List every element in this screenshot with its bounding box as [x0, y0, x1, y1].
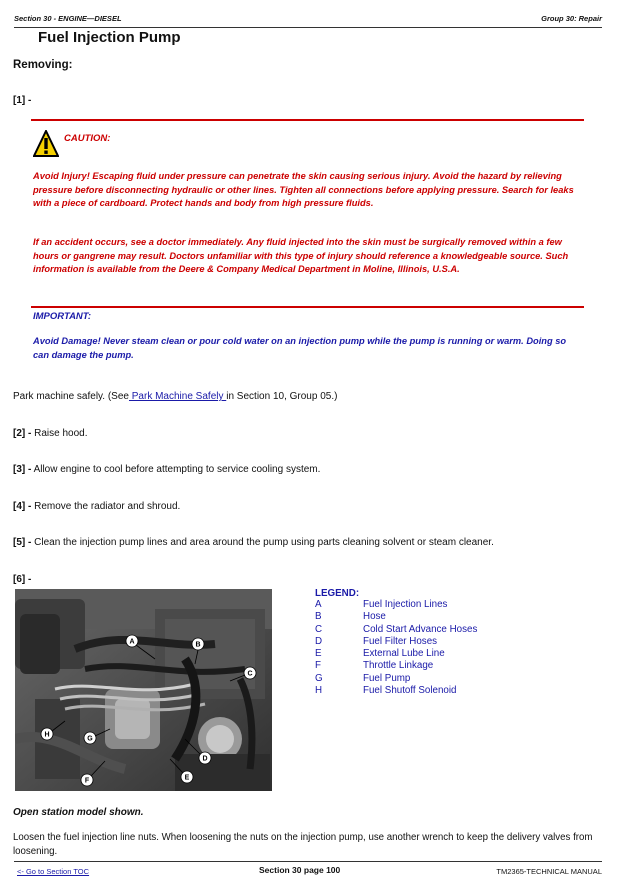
important-text: Avoid Damage! Never steam clean or pour cold water on an injection pump while the pump is running or warm. Doing so can damage the pump.	[33, 336, 567, 360]
step-3	[13, 464, 320, 475]
caution-label: CAUTION:	[64, 133, 111, 144]
caution-top-rule	[31, 119, 584, 121]
legend-item: D Fuel Filter Hoses	[315, 635, 438, 647]
callout-e: E	[184, 774, 190, 782]
callout-b: B	[195, 641, 201, 649]
callout-c: C	[247, 670, 253, 678]
warning-icon	[33, 130, 59, 163]
step-text: Remove the radiator and shroud.	[31, 501, 181, 512]
step-text: Clean the injection pump lines and area around the pump using parts cleaning solvent or steam cleaner.	[31, 537, 494, 548]
callout-f: F	[84, 777, 90, 785]
step-number: [3] -	[13, 464, 32, 475]
legend-item: C Cold Start Advance Hoses	[315, 623, 478, 635]
legend	[315, 588, 575, 697]
page-title: Fuel Injection Pump	[38, 29, 181, 46]
step-4	[13, 501, 180, 512]
legend-title: LEGEND:	[315, 588, 360, 599]
step-number: [5] -	[13, 537, 32, 548]
manual-title: TM2365-TECHNICAL MANUAL	[496, 867, 602, 876]
legend-item: F Throttle Linkage	[315, 660, 434, 672]
callout-g: G	[87, 735, 93, 743]
legend-item: E External Lube Line	[315, 648, 445, 660]
procedure-heading: Removing:	[13, 59, 73, 71]
engine-photo	[15, 589, 272, 791]
callout-a: A	[129, 638, 135, 646]
instruction-paragraph: Loosen the fuel injection line nuts. When loosening the nuts on the injection pump, use another wrench to keep the delivery valves from loosening.	[13, 832, 593, 857]
legend-item: A Fuel Injection Lines	[315, 599, 448, 610]
step-6	[13, 574, 31, 585]
photo-caption: Open station model shown.	[13, 807, 144, 818]
go-to-section-toc-link[interactable]: <- Go to Section TOC	[17, 867, 90, 876]
step-5	[13, 537, 494, 548]
important-top-rule	[31, 306, 584, 308]
step-number: [2] -	[13, 428, 32, 439]
page-header	[14, 13, 602, 28]
step-number: [4] -	[13, 501, 32, 512]
callout-h: H	[44, 731, 50, 739]
callout-d: D	[202, 755, 208, 763]
caution-text-2: If an accident occurs, see a doctor immediately. Any fluid injected into the skin must be surgically removed within a few hours or gangrene may result. Doctors unfamiliar with this type of injury should reference a knowledgeable source. Such information is available from the Deere & Company Medical Department in Moline, Illinois, U.S.A.	[33, 237, 569, 274]
step-text: Raise hood.	[31, 428, 88, 439]
page-number: Section 30 page 100	[259, 865, 341, 875]
park-machine-safely-link[interactable]: Park Machine Safely	[128, 391, 227, 402]
legend-item: B Hose	[315, 611, 386, 623]
park-text-post: in Section 10, Group 05.)	[226, 391, 338, 402]
park-text-pre: Park machine safely. (See	[13, 391, 129, 402]
park-instruction	[13, 391, 337, 402]
caution-text-1: Avoid Injury! Escaping fluid under pressure can penetrate the skin causing serious injury. Avoid the hazard by relieving pressure before disconnecting hydraulic or other lines. Tighten all connections before applying pressure. Search for leaks with a piece of cardboard. Protect hands and body from high pressure fluids.	[33, 171, 574, 208]
step-1-label: [1] -	[13, 95, 32, 106]
group-title: Group 30: Repair	[541, 14, 602, 23]
important-label: IMPORTANT:	[33, 311, 92, 322]
step-2	[13, 428, 88, 439]
step-text: Allow engine to cool before attempting to service cooling system.	[31, 464, 321, 475]
page-footer	[14, 861, 602, 878]
step-number: [6] -	[13, 574, 32, 585]
legend-item: H Fuel Shutoff Solenoid	[315, 685, 457, 697]
legend-item: G Fuel Pump	[315, 672, 411, 684]
section-title: Section 30 - ENGINE—DIESEL	[14, 14, 122, 23]
